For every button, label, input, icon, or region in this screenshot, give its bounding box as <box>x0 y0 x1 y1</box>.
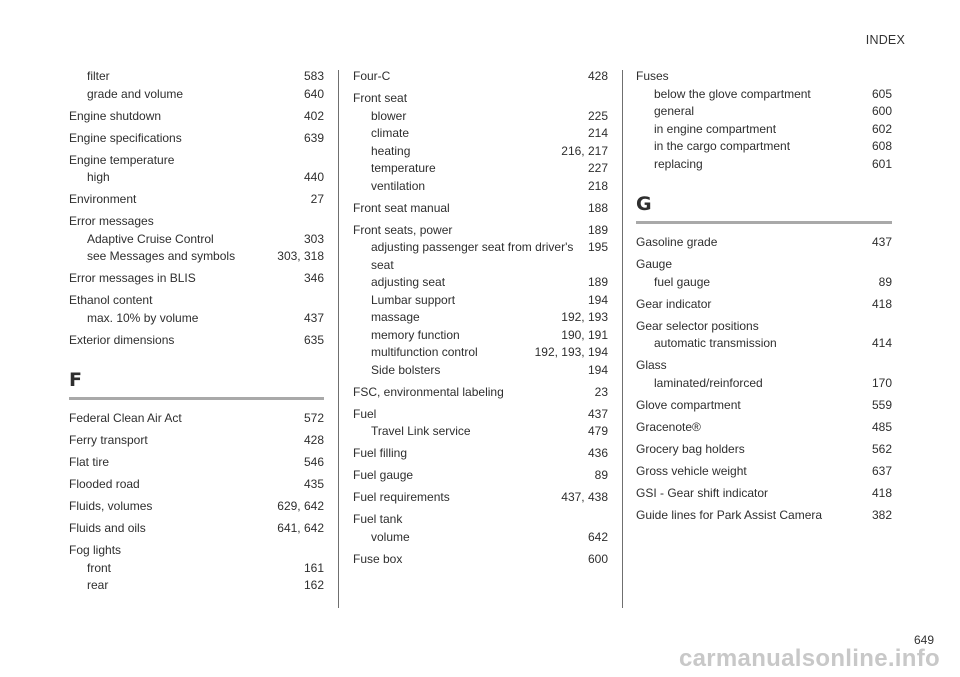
entry-term: Guide lines for Park Assist Camera <box>636 507 823 522</box>
index-subentry <box>69 169 324 187</box>
entry-term: blower <box>371 108 407 123</box>
index-subentry <box>69 248 324 266</box>
entry-term: Error messages <box>69 214 154 228</box>
entry-pages: 437, 438 <box>561 490 608 504</box>
index-entry <box>636 419 892 437</box>
entry-term: Fuel <box>353 406 377 421</box>
section-rule <box>69 397 324 400</box>
entry-pages: 440 <box>303 170 324 184</box>
index-subentry <box>636 335 892 353</box>
entry-term: Engine temperature <box>69 152 175 167</box>
entry-term: filter <box>87 69 110 83</box>
entry-term: general <box>654 104 695 118</box>
entry-term: Fog lights <box>69 543 122 557</box>
index-entry <box>636 68 892 86</box>
entry-term: fuel gauge <box>654 274 711 289</box>
entry-pages: 637 <box>871 463 892 478</box>
index-subentry <box>353 423 608 441</box>
entry-term: Front seat manual <box>353 200 450 215</box>
entry-term: replacing <box>654 156 703 171</box>
entry-list <box>353 68 608 568</box>
entry-pages: 642 <box>587 529 608 544</box>
index-entry <box>636 256 892 274</box>
entry-pages: 428 <box>587 69 608 83</box>
entry-term: Gear indicator <box>636 296 712 311</box>
index-entry <box>353 90 608 108</box>
entry-pages: 635 <box>303 332 324 347</box>
index-entry <box>636 507 892 525</box>
index-subentry <box>353 327 608 345</box>
entry-term: Environment <box>69 192 137 206</box>
index-column-3 <box>636 68 892 524</box>
entry-pages: 402 <box>303 108 324 123</box>
entry-pages: 418 <box>871 296 892 311</box>
entry-term: Gracenote® <box>636 419 701 434</box>
entry-pages: 189 <box>587 222 608 237</box>
entry-term: in engine compartment <box>654 121 777 136</box>
entry-term: max. 10% by volume <box>87 310 199 325</box>
index-subentry <box>69 68 324 86</box>
index-subentry <box>636 274 892 292</box>
index-entry <box>353 511 608 529</box>
entry-pages: 170 <box>871 375 892 390</box>
entry-term: Flooded road <box>69 477 140 491</box>
entry-list <box>69 410 324 595</box>
entry-pages: 216, 217 <box>561 143 608 158</box>
entry-pages: 640 <box>303 86 324 101</box>
entry-term: Flat tire <box>69 455 110 469</box>
entry-pages: 192, 193 <box>561 310 608 324</box>
index-entry <box>636 234 892 252</box>
index-entry <box>69 270 324 288</box>
entry-pages: 89 <box>878 274 892 289</box>
entry-pages: 218 <box>587 178 608 193</box>
entry-term: Fuses <box>636 69 669 83</box>
column-divider-1 <box>338 70 339 608</box>
entry-pages: 303 <box>303 231 324 246</box>
entry-term: rear <box>87 578 109 592</box>
entry-term: volume <box>371 529 410 544</box>
entry-term: Gross vehicle weight <box>636 463 747 478</box>
index-subentry <box>353 344 608 362</box>
index-entry <box>69 520 324 538</box>
entry-pages: 435 <box>303 477 324 491</box>
entry-pages: 605 <box>871 86 892 101</box>
entry-term: Fluids and oils <box>69 521 146 535</box>
index-subentry <box>636 121 892 139</box>
entry-pages: 546 <box>303 455 324 469</box>
entry-pages: 188 <box>587 200 608 215</box>
entry-pages: 629, 642 <box>277 499 324 513</box>
entry-pages: 583 <box>303 69 324 83</box>
entry-pages: 641, 642 <box>277 521 324 535</box>
index-entry <box>353 406 608 424</box>
index-entry <box>636 463 892 481</box>
entry-pages: 639 <box>303 130 324 145</box>
entry-term: Federal Clean Air Act <box>69 411 182 425</box>
entry-pages: 192, 193, 194 <box>534 345 608 359</box>
index-column-1 <box>69 68 324 595</box>
entry-term: Adaptive Cruise Control <box>87 231 214 246</box>
index-entry <box>636 485 892 503</box>
index-entry <box>69 432 324 450</box>
entry-term: Fuel filling <box>353 446 408 460</box>
index-entry <box>636 318 892 336</box>
entry-term: front <box>87 560 112 575</box>
index-subentry <box>353 239 608 274</box>
index-subentry <box>353 362 608 380</box>
entry-list <box>636 234 892 524</box>
entry-term: Glass <box>636 358 667 372</box>
index-entry <box>69 454 324 472</box>
entry-term: Fuel requirements <box>353 490 450 504</box>
entry-pages: 559 <box>871 397 892 412</box>
index-entry <box>353 200 608 218</box>
index-subentry <box>636 86 892 104</box>
entry-term: high <box>87 170 110 184</box>
index-entry <box>69 191 324 209</box>
index-subentry <box>353 178 608 196</box>
index-entry <box>353 467 608 485</box>
entry-pages: 572 <box>303 411 324 425</box>
entry-term: Four-C <box>353 69 391 83</box>
entry-pages: 608 <box>871 139 892 153</box>
entry-term: Glove compartment <box>636 397 741 412</box>
entry-term: Exterior dimensions <box>69 332 175 347</box>
index-entry <box>69 332 324 350</box>
index-entry <box>353 384 608 402</box>
index-entry <box>353 222 608 240</box>
entry-term: Fuel gauge <box>353 468 414 482</box>
entry-pages: 225 <box>587 108 608 123</box>
watermark: carmanualsonline.info <box>678 645 940 672</box>
index-entry <box>69 476 324 494</box>
index-entry <box>353 445 608 463</box>
entry-term: Lumbar support <box>371 292 456 307</box>
index-entry <box>353 489 608 507</box>
index-subentry <box>636 138 892 156</box>
index-subentry <box>353 108 608 126</box>
entry-pages: 162 <box>303 578 324 592</box>
entry-pages: 418 <box>871 485 892 500</box>
entry-term: below the glove compartment <box>654 86 811 101</box>
entry-term: GSI - Gear shift indicator <box>636 485 769 500</box>
entry-pages: 479 <box>587 424 608 438</box>
entry-term: Gear selector positions <box>636 318 759 333</box>
entry-term: multifunction control <box>371 345 478 359</box>
entry-term: Engine shutdown <box>69 108 162 123</box>
entry-term: Gasoline grade <box>636 235 718 249</box>
entry-term: Front seats, power <box>353 222 453 237</box>
entry-pages: 194 <box>587 292 608 307</box>
entry-pages: 382 <box>871 507 892 522</box>
index-entry <box>353 68 608 86</box>
entry-term: Fluids, volumes <box>69 499 153 513</box>
column-divider-2 <box>622 70 623 608</box>
entry-pages: 414 <box>871 336 892 350</box>
entry-pages: 600 <box>587 551 608 566</box>
entry-pages: 161 <box>303 560 324 575</box>
index-entry <box>69 130 324 148</box>
entry-pages: 436 <box>587 446 608 460</box>
entry-list <box>69 68 324 349</box>
entry-term: Front seat <box>353 91 408 105</box>
entry-pages: 437 <box>303 310 324 325</box>
section-letter-f: F <box>69 369 82 391</box>
entry-term: climate <box>371 126 410 140</box>
entry-list <box>636 68 892 173</box>
index-subentry <box>636 375 892 393</box>
entry-pages: 195 <box>587 240 608 254</box>
entry-term: automatic transmission <box>654 336 777 350</box>
index-subentry <box>353 309 608 327</box>
entry-term: see Messages and symbols <box>87 249 236 263</box>
entry-term: massage <box>371 310 420 324</box>
index-subentry <box>69 560 324 578</box>
entry-pages: 346 <box>303 271 324 285</box>
entry-term: FSC, environmental labeling <box>353 384 504 399</box>
entry-term: Error messages in BLIS <box>69 271 196 285</box>
entry-pages: 214 <box>587 126 608 140</box>
entry-term: Side bolsters <box>371 362 441 377</box>
entry-pages: 303, 318 <box>277 249 324 263</box>
entry-pages: 601 <box>871 156 892 171</box>
entry-term: adjusting seat <box>371 275 446 289</box>
index-subentry <box>636 103 892 121</box>
entry-term: in the cargo compartment <box>654 139 791 153</box>
section-header: INDEX <box>865 33 905 47</box>
index-entry <box>69 108 324 126</box>
index-subentry <box>69 86 324 104</box>
entry-term: grade and volume <box>87 86 184 101</box>
index-subentry <box>353 529 608 547</box>
index-subentry <box>353 274 608 292</box>
index-entry <box>636 397 892 415</box>
entry-term: Engine specifications <box>69 130 182 145</box>
entry-term: Ethanol content <box>69 293 153 307</box>
entry-pages: 437 <box>587 406 608 421</box>
entry-pages: 89 <box>594 468 608 482</box>
index-subentry <box>69 310 324 328</box>
index-entry <box>69 410 324 428</box>
entry-pages: 602 <box>871 121 892 136</box>
index-subentry <box>353 292 608 310</box>
index-column-2 <box>353 68 608 568</box>
index-entry <box>69 152 324 170</box>
index-subentry <box>636 156 892 174</box>
entry-term: adjusting passenger seat from driver's seat <box>371 240 574 272</box>
index-entry <box>353 551 608 569</box>
entry-term: Travel Link service <box>371 424 471 438</box>
entry-term: Fuel tank <box>353 512 403 526</box>
index-entry <box>69 213 324 231</box>
entry-pages: 27 <box>310 192 324 206</box>
entry-pages: 437 <box>871 235 892 249</box>
entry-pages: 562 <box>871 441 892 456</box>
entry-term: Grocery bag holders <box>636 441 745 456</box>
entry-pages: 485 <box>871 419 892 434</box>
index-subentry <box>69 577 324 595</box>
entry-pages: 189 <box>587 275 608 289</box>
index-entry <box>69 542 324 560</box>
entry-pages: 600 <box>871 104 892 118</box>
entry-term: ventilation <box>371 178 426 193</box>
index-entry <box>636 296 892 314</box>
entry-term: Ferry transport <box>69 433 148 447</box>
entry-pages: 227 <box>587 161 608 175</box>
index-subentry <box>353 160 608 178</box>
entry-term: heating <box>371 143 411 158</box>
entry-pages: 23 <box>594 384 608 399</box>
index-entry <box>69 292 324 310</box>
index-entry <box>636 357 892 375</box>
index-subentry <box>353 125 608 143</box>
entry-pages: 190, 191 <box>561 327 608 342</box>
entry-term: temperature <box>371 161 436 175</box>
entry-term: Fuse box <box>353 551 403 566</box>
index-subentry <box>69 231 324 249</box>
section-rule <box>636 221 892 224</box>
index-entry <box>636 441 892 459</box>
index-entry <box>69 498 324 516</box>
index-subentry <box>353 143 608 161</box>
entry-term: Gauge <box>636 257 673 271</box>
page-number: 649 <box>913 633 934 647</box>
entry-pages: 194 <box>587 362 608 377</box>
entry-pages: 428 <box>303 433 324 447</box>
entry-term: laminated/reinforced <box>654 375 763 390</box>
entry-term: memory function <box>371 327 460 342</box>
section-letter-g: G <box>636 193 652 215</box>
